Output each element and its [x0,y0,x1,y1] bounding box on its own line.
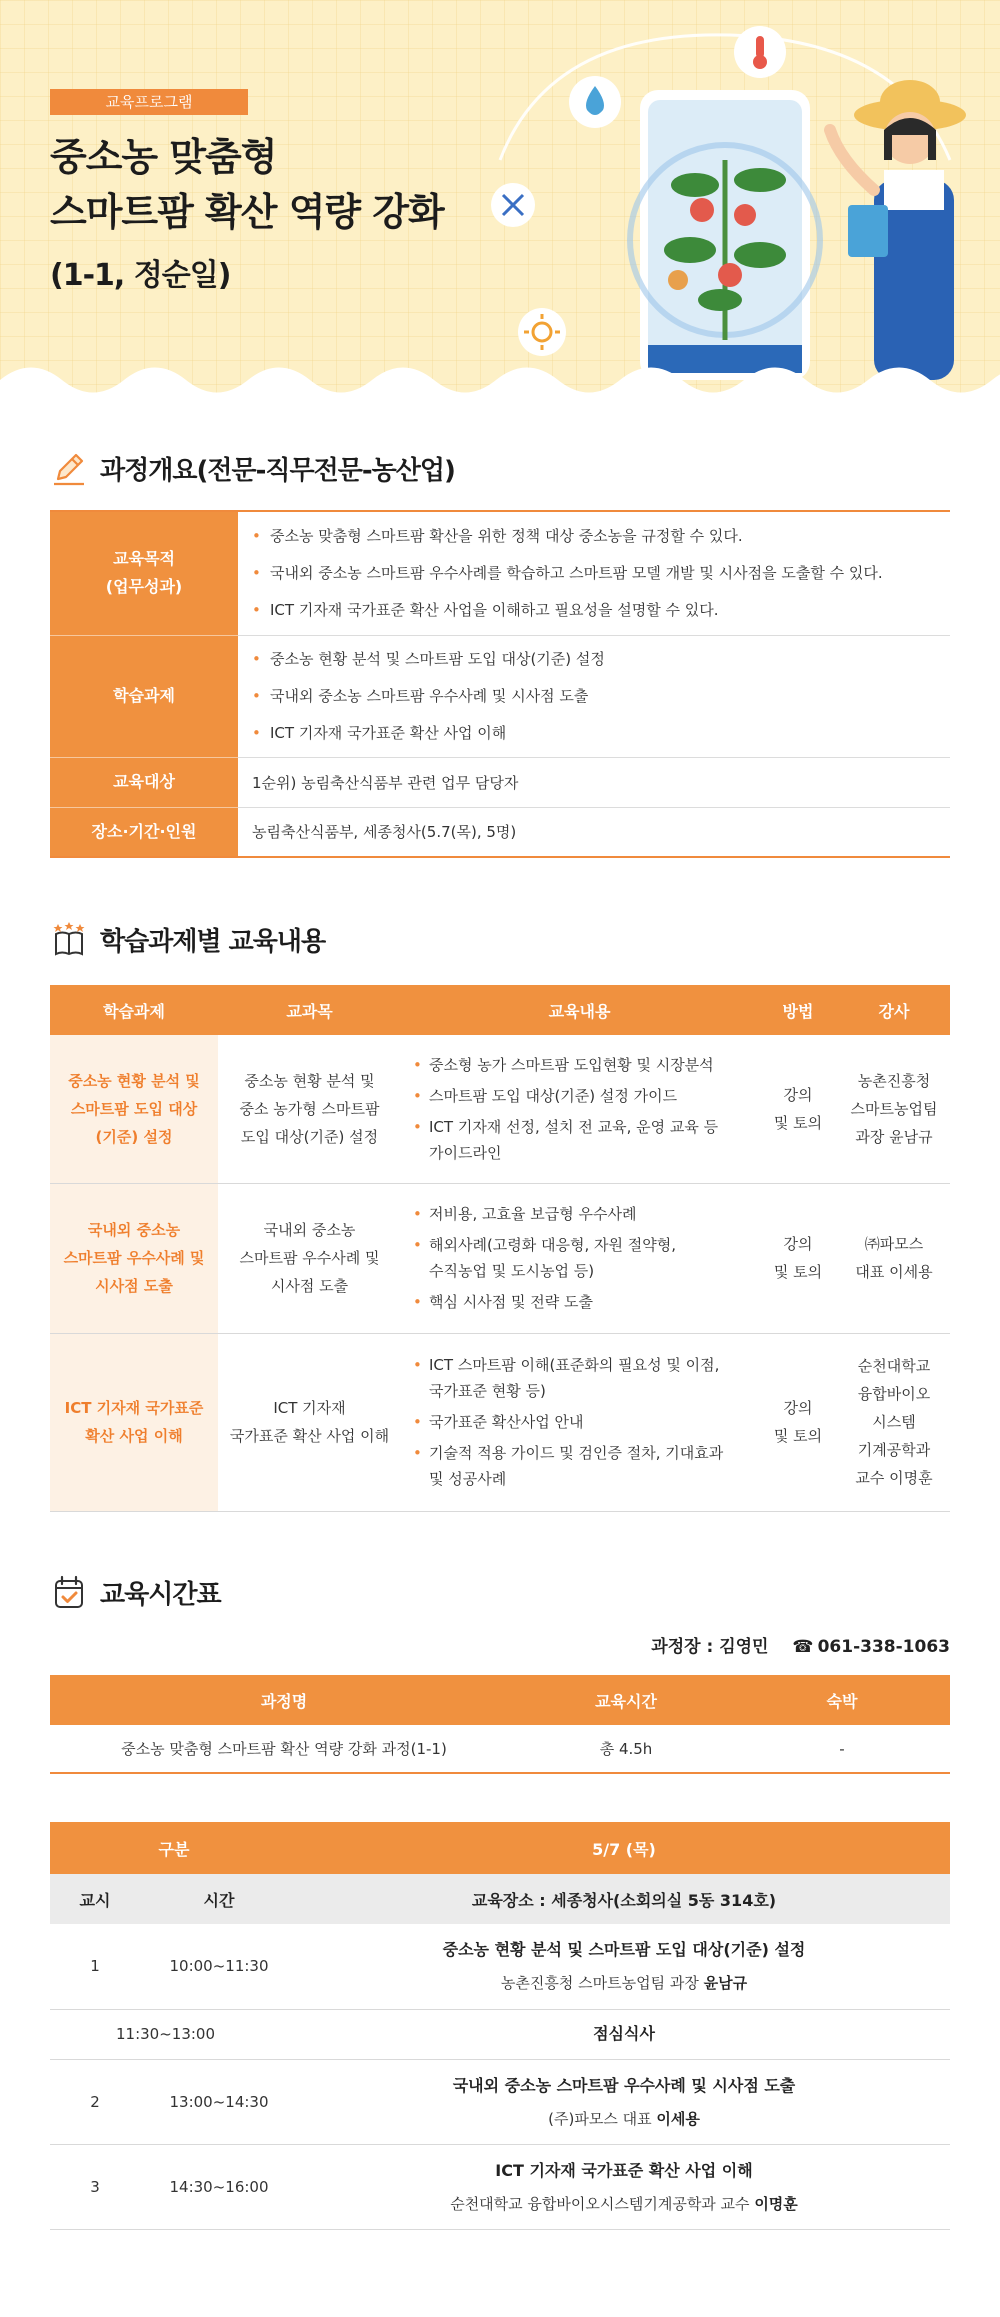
text-line: 중소농 현황 분석 및 [68,1071,200,1090]
book-stars-icon [50,920,88,958]
instructor-affiliation: 농촌진흥청 스마트농업팀 과장 [500,1974,704,1993]
instructor-affiliation: 순천대학교 융합바이오시스템기계공학과 교수 [450,2194,755,2213]
method-cell [758,1333,838,1511]
text-line: 강의 [783,1399,813,1417]
text-line: • 기술적 적용 가이드 및 검인증 절차, 기대효과 [429,1444,724,1462]
text-line: 시사점 도출 [270,1277,349,1295]
lecture-cell [298,2009,950,2059]
instructor-cell [838,1183,950,1333]
time-cell: 10:00~11:30 [140,1924,298,2009]
text-line: 스마트팜 우수사례 및 [63,1249,205,1267]
text-line: 확산 사업 이해 [85,1427,183,1445]
instructor-cell [838,1333,950,1511]
overview-value-purpose [238,511,950,635]
table-row [50,1035,950,1183]
text-line: • 해외사례(고령화 대응형, 자원 절약형, [429,1236,677,1254]
hero-banner [0,0,1000,400]
table-row [50,1725,950,1773]
timetable [50,1822,950,2230]
lecture-cell [298,1924,950,2009]
overview-title: 과정개요(전문-직무전문-농산업) [100,455,455,486]
text-line: 국가표준 확산 사업 이해 [229,1427,390,1445]
column-header: 강사 [838,985,950,1035]
lecture-title: 국내외 중소농 스마트팜 우수사례 및 시사점 도출 [452,2075,796,2095]
course-name-cell: 중소농 맞춤형 스마트팜 확산 역량 강화 과정(1-1) [121,1740,447,1758]
title-line-2: 스마트팜 확산 역량 강화 [50,190,444,234]
text-line: 시사점 도출 [95,1277,173,1295]
text-line: 중소 농가형 스마트팜 [239,1099,380,1118]
column-header: 교육내용 [401,985,758,1035]
list-item [411,1409,748,1435]
manager-label: 과정장 : [651,1637,714,1657]
column-header: 구분 [50,1822,298,1874]
text-line: ㈜파모스 [864,1235,924,1253]
subject-cell [218,1333,401,1511]
content-cell [401,1035,758,1183]
text-line: • ICT 스마트팜 이해(표준화의 필요성 및 이점, [429,1356,720,1374]
column-header: 교육장소 : 세종청사(소회의실 5동 314호) [298,1874,950,1924]
lecture-instructor [298,1967,950,1999]
instructor-cell [838,1035,950,1183]
text-line: 스마트팜 도입 대상(기준) 설정 가이드 [429,1086,678,1105]
lecture-instructor [298,2103,950,2135]
content-table [50,985,950,1512]
list-item: • 국내외 중소농 스마트팜 우수사례를 학습하고 스마트팜 모델 개발 및 시사점을 도출할 수 있다. [252,555,936,592]
table-row [50,1924,950,2009]
page-subtitle: (1-1, 정순일) [50,258,231,293]
overview-label-place: 장소·기간·인원 [50,807,238,857]
program-tag: 교육프로그램 [50,89,248,115]
overview-label-target: 교육대상 [50,757,238,807]
list-item [411,1083,748,1109]
list-item [411,1352,748,1404]
text-line: 중소형 농가 스마트팜 도입현황 및 시장분석 [429,1055,714,1074]
list-item [411,1052,748,1078]
manager-name: 김영민 [719,1637,769,1657]
course-hours-cell: 총 4.5h [599,1740,653,1758]
overview-label-purpose [50,511,238,635]
text-line: 저비용, 고효율 보급형 우수사례 [429,1205,637,1223]
column-header: 교시 [50,1874,140,1924]
pencil-icon [50,449,88,487]
water-drop-icon [569,76,621,128]
farmer-figure [830,80,966,380]
text-line: 중소농 현황 분석 및 [244,1071,375,1090]
overview-value-place: 농림축산식품부, 세종청사(5.7(목), 5명) [238,807,950,857]
table-row [50,1183,950,1333]
course-lodging-cell: - [839,1739,845,1758]
text-line: 수직농업 및 도시농업 등) [429,1262,595,1280]
label-line: 교육목적 [113,549,175,569]
text-line: 강의 [783,1235,813,1253]
column-header: 5/7 (목) [298,1822,950,1874]
overview-row-place [50,807,950,857]
text-line: 강의 [783,1085,813,1104]
overview-table [50,510,950,858]
text-line: ICT 기자재 [273,1399,346,1417]
dna-icon [491,183,535,227]
label-line: (업무성과) [105,577,183,597]
method-cell [758,1183,838,1333]
table-row [50,2144,950,2229]
text-line: 및 토의 [773,1113,823,1132]
text-line: 및 성공사례 [429,1470,507,1488]
lecture-instructor [298,2188,950,2220]
wave-divider [0,355,1000,400]
smartfarm-cabinet [630,90,820,380]
text-line: 대표 이세용 [855,1263,933,1281]
column-header: 학습과제 [50,985,218,1035]
page-title [50,130,444,240]
column-header: 과정명 [50,1675,518,1725]
text-line: 스마트팜 도입 대상 [70,1099,198,1118]
text-line: ICT 기자재 국가표준 [64,1399,204,1417]
list-item [411,1289,748,1315]
calendar-icon [50,1573,88,1611]
list-item: • ICT 기자재 국가표준 확산 사업을 이해하고 필요성을 설명할 수 있다. [252,592,936,629]
text-line: 국내외 중소농 [87,1221,181,1239]
time-cell: 13:00~14:30 [140,2059,298,2144]
lecture-title: ICT 기자재 국가표준 확산 사업 이해 [495,2160,753,2180]
overview-value-tasks [238,635,950,757]
phone-icon: ☎ [792,1637,814,1657]
text-line: 국내외 중소농 [263,1221,356,1239]
summary-header-row [50,1675,950,1725]
list-item: • 중소농 현황 분석 및 스마트팜 도입 대상(기준) 설정 [252,641,936,678]
column-header: 시간 [140,1874,298,1924]
list-item: • ICT 기자재 국가표준 확산 사업 이해 [252,715,936,752]
text-line: 및 토의 [773,1427,823,1445]
lecture-cell [298,2059,950,2144]
text-line: 및 토의 [773,1263,823,1281]
instructor-name: 이명훈 [754,2194,798,2213]
text-line: 시스템 [872,1413,916,1431]
list-item [411,1440,748,1492]
instructor-name: 윤남규 [703,1974,748,1993]
list-item [411,1114,748,1166]
text-line: 기계공학과 [857,1441,931,1459]
column-header: 교과목 [218,985,401,1035]
text-line: 가이드라인 [429,1143,502,1162]
sun-icon [518,308,566,356]
text-line: 국가표준 현황 등) [429,1382,546,1400]
lecture-title: 중소농 현황 분석 및 스마트팜 도입 대상(기준) 설정 [442,1940,806,1960]
time-cell: 11:30~13:00 [50,2009,298,2059]
list-item: • 국내외 중소농 스마트팜 우수사례 및 시사점 도출 [252,678,936,715]
course-summary-table [50,1675,950,1774]
time-cell: 14:30~16:00 [140,2144,298,2229]
thermometer-icon [734,26,786,78]
overview-heading [50,449,455,487]
lecture-cell [298,2144,950,2229]
topic-cell [50,1035,218,1183]
overview-row-target [50,757,950,807]
title-line-1: 중소농 맞춤형 [50,135,277,179]
period-cell: 3 [50,2144,140,2229]
topic-cell [50,1183,218,1333]
overview-value-target: 1순위) 농림축산식품부 관련 업무 담당자 [238,757,950,807]
text-line: (기준) 설정 [95,1127,173,1146]
method-cell [758,1035,838,1183]
smartfarm-illustration [470,10,1000,390]
topic-cell [50,1333,218,1511]
text-line: 농촌진흥청 [857,1071,931,1090]
list-item: • 중소농 맞춤형 스마트팜 확산을 위한 정책 대상 중소농을 규정할 수 있다. [252,518,936,555]
text-line: 국가표준 확산사업 안내 [429,1413,584,1431]
period-cell: 2 [50,2059,140,2144]
schedule-heading [50,1573,221,1611]
overview-label-tasks: 학습과제 [50,635,238,757]
lecture-title: 점심식사 [593,2024,655,2043]
content-cell [401,1333,758,1511]
column-header: 숙박 [734,1675,950,1725]
content-header-row [50,985,950,1035]
overview-row-tasks [50,635,950,757]
timetable-subheader-row [50,1874,950,1924]
column-header: 교육시간 [518,1675,734,1725]
table-row [50,2059,950,2144]
text-line: 과장 윤남규 [855,1127,933,1146]
text-line: 스마트팜 우수사례 및 [239,1249,380,1267]
course-contact [651,1632,950,1657]
content-heading [50,920,325,958]
text-line: 교수 이명훈 [855,1469,933,1487]
overview-row-purpose [50,511,950,635]
list-item [411,1201,748,1227]
content-cell [401,1183,758,1333]
text-line: • ICT 기자재 선정, 설치 전 교육, 운영 교육 등 [429,1117,719,1136]
instructor-affiliation: (주)파모스 대표 [548,2109,657,2128]
text-line: 융합바이오 [857,1385,931,1403]
period-cell: 1 [50,1924,140,2009]
column-header: 방법 [758,985,838,1035]
table-row [50,2009,950,2059]
schedule-title: 교육시간표 [100,1579,221,1610]
text-line: 핵심 시사점 및 전략 도출 [429,1293,593,1311]
instructor-name: 이세용 [656,2109,700,2128]
text-line: 순천대학교 [857,1357,931,1375]
subject-cell [218,1183,401,1333]
text-line: 도입 대상(기준) 설정 [240,1127,379,1146]
table-row [50,1333,950,1511]
subject-cell [218,1035,401,1183]
phone-number: 061-338-1063 [817,1637,950,1657]
list-item [411,1232,748,1284]
text-line: 스마트농업팀 [850,1099,938,1118]
timetable-header-row [50,1822,950,1874]
content-title: 학습과제별 교육내용 [100,926,326,957]
